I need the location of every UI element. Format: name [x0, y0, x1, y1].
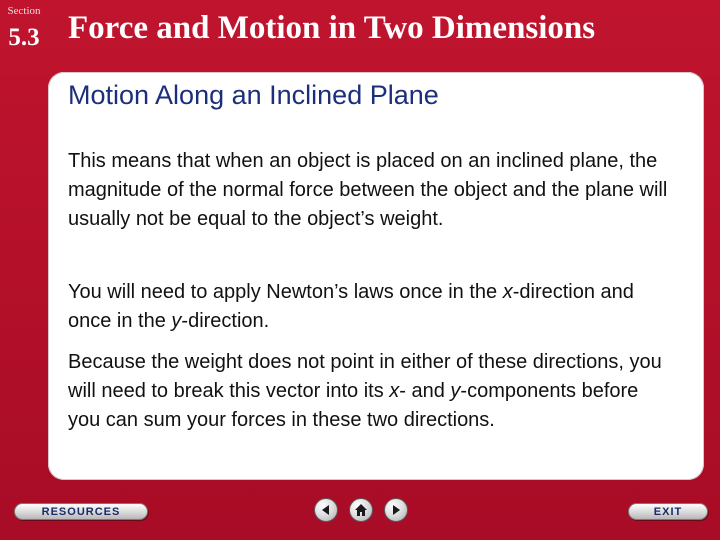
slide-title: Motion Along an Inclined Plane: [68, 80, 439, 110]
paragraph-text-middle: -direction and once in the: [68, 281, 634, 332]
section-badge: [0, 0, 48, 58]
resources-label: RESOURCES: [41, 505, 121, 518]
y-variable: y: [171, 310, 182, 332]
home-button[interactable]: [349, 498, 373, 522]
section-label: Section: [7, 5, 41, 17]
resources-button[interactable]: [14, 503, 148, 520]
paragraph-text-end: -components before you can sum your forces in these two directions.: [68, 380, 639, 431]
paragraph-weight-components: [68, 348, 668, 435]
previous-button[interactable]: [314, 498, 338, 522]
chapter-title: Force and Motion in Two Dimensions: [68, 10, 596, 46]
previous-arrow-icon: [320, 504, 332, 516]
paragraph-normal-force: [68, 147, 668, 234]
exit-label: EXIT: [653, 505, 683, 518]
next-arrow-icon: [390, 504, 402, 516]
paragraph-text: This means that when an object is placed on an inclined plane, the magnitude of the normal force between the object and the plane will usually not be equal to the object’s weight.: [68, 150, 668, 230]
paragraph-text-start: Because the weight does not point in either of these directions, you will need to break this vector into its: [68, 351, 662, 402]
x-variable: x: [502, 281, 513, 303]
exit-button[interactable]: [628, 503, 708, 520]
section-number: 5.3: [8, 24, 40, 51]
home-icon: [354, 503, 368, 517]
next-button[interactable]: [384, 498, 408, 522]
y-variable: y: [450, 380, 461, 402]
paragraph-text-end: -direction.: [181, 310, 270, 332]
paragraph-text-start: You will need to apply Newton’s laws once in the: [68, 281, 503, 303]
x-variable: x: [389, 380, 400, 402]
paragraph-text-middle: - and: [399, 380, 451, 402]
paragraph-newtons-laws: [68, 278, 668, 336]
